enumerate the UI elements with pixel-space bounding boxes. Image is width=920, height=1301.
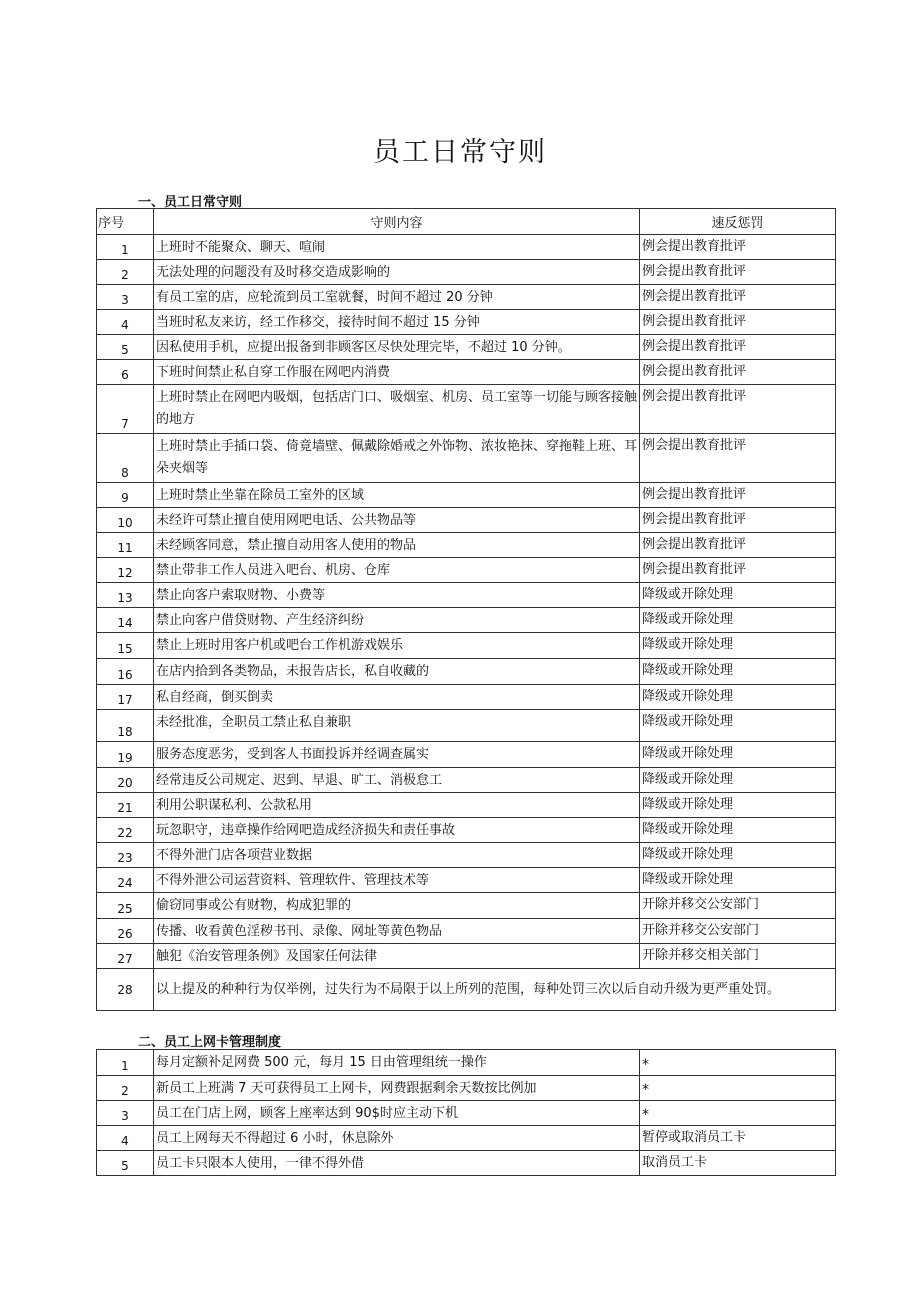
table-row xyxy=(97,260,836,285)
row-number: 18 xyxy=(97,710,154,742)
rule-penalty: 降级或开除处理 xyxy=(640,768,836,793)
table-row xyxy=(97,685,836,710)
rule-content: 传播、收看黄色淫秽书刊、录像、网址等黄色物品 xyxy=(154,919,640,944)
rule-content: 偷窃同事或公有财物，构成犯罪的 xyxy=(154,893,640,919)
rule-penalty: 例会提出教育批评 xyxy=(640,235,836,260)
rule-penalty: 例会提出教育批评 xyxy=(640,385,836,434)
rule-content: 禁止向客户索取财物、小费等 xyxy=(154,583,640,608)
table-row xyxy=(97,768,836,793)
rule-content: 无法处理的问题没有及时移交造成影响的 xyxy=(154,260,640,285)
row-number: 5 xyxy=(97,1151,154,1176)
rule-penalty: 降级或开除处理 xyxy=(640,685,836,710)
section-1-heading: 一、员工日常守则 xyxy=(138,195,243,210)
row-number: 27 xyxy=(97,944,154,969)
rule-penalty: 降级或开除处理 xyxy=(640,608,836,633)
rule-content: 禁止上班时用客户机或吧台工作机游戏娱乐 xyxy=(154,633,640,659)
table-row xyxy=(97,1076,836,1101)
rule-penalty: 取消员工卡 xyxy=(640,1151,836,1176)
rule-penalty: 降级或开除处理 xyxy=(640,868,836,893)
table-row xyxy=(97,310,836,335)
row-number: 11 xyxy=(97,533,154,558)
table-row xyxy=(97,608,836,633)
rule-content: 因私使用手机，应提出报备到非顾客区尽快处理完毕，不超过 10 分钟。 xyxy=(154,335,640,360)
row-number: 24 xyxy=(97,868,154,893)
table-row xyxy=(97,360,836,385)
table-row xyxy=(97,633,836,659)
rule-content: 上班时禁止坐靠在除员工室外的区域 xyxy=(154,483,640,508)
header-content: 守则内容 xyxy=(154,209,640,235)
rule-content: 下班时间禁止私自穿工作服在网吧内消费 xyxy=(154,360,640,385)
section-2-heading: 二、员工上网卡管理制度 xyxy=(138,1035,282,1050)
row-number: 3 xyxy=(97,285,154,310)
table-row xyxy=(97,843,836,868)
table-row xyxy=(97,868,836,893)
rule-penalty: 例会提出教育批评 xyxy=(640,260,836,285)
row-number: 1 xyxy=(97,1050,154,1076)
rules-table xyxy=(96,208,836,1011)
table-row xyxy=(97,710,836,742)
row-number: 2 xyxy=(97,260,154,285)
header-penalty: 速反惩罚 xyxy=(640,209,836,235)
rule-content: 经常违反公司规定、迟到、早退、旷工、消极怠工 xyxy=(154,768,640,793)
rule-penalty: 例会提出教育批评 xyxy=(640,335,836,360)
rule-content: 不得外泄公司运营资料、管理软件、管理技术等 xyxy=(154,868,640,893)
row-number: 14 xyxy=(97,608,154,633)
rule-content: 服务态度恶劣，受到客人书面投诉并经调查属实 xyxy=(154,742,640,768)
rule-penalty: 降级或开除处理 xyxy=(640,843,836,868)
rule-penalty: 例会提出教育批评 xyxy=(640,360,836,385)
rule-penalty: * xyxy=(640,1050,836,1076)
table-row xyxy=(97,533,836,558)
rule-penalty: 降级或开除处理 xyxy=(640,793,836,818)
rule-content: 员工卡只限本人使用，一律不得外借 xyxy=(154,1151,640,1176)
table-row xyxy=(97,335,836,360)
table-row xyxy=(97,583,836,608)
rule-content: 未经许可禁止擅自使用网吧电话、公共物品等 xyxy=(154,508,640,533)
rule-penalty: 例会提出教育批评 xyxy=(640,533,836,558)
row-number: 13 xyxy=(97,583,154,608)
rule-content: 以上提及的种种行为仅举例，过失行为不局限于以上所列的范围，每种处罚三次以后自动升级为更严重处罚。 xyxy=(154,969,836,1011)
row-number: 2 xyxy=(97,1076,154,1101)
table-row xyxy=(97,893,836,919)
rule-penalty: 例会提出教育批评 xyxy=(640,508,836,533)
rule-penalty: 例会提出教育批评 xyxy=(640,285,836,310)
row-number: 23 xyxy=(97,843,154,868)
table-header-row xyxy=(97,209,836,235)
row-number: 9 xyxy=(97,483,154,508)
rule-penalty: 例会提出教育批评 xyxy=(640,558,836,583)
row-number: 20 xyxy=(97,768,154,793)
rule-penalty: 开除并移交公安部门 xyxy=(640,919,836,944)
rule-content: 每月定额补足网费 500 元，每月 15 日由管理组统一操作 xyxy=(154,1050,640,1076)
row-number: 26 xyxy=(97,919,154,944)
row-number: 7 xyxy=(97,385,154,434)
row-number: 3 xyxy=(97,1101,154,1126)
rule-penalty: 降级或开除处理 xyxy=(640,583,836,608)
row-number: 12 xyxy=(97,558,154,583)
rule-penalty: 暂停或取消员工卡 xyxy=(640,1126,836,1151)
rule-penalty: 例会提出教育批评 xyxy=(640,310,836,335)
header-seq: 序号 xyxy=(97,209,154,235)
rule-penalty: 开除并移交相关部门 xyxy=(640,944,836,969)
table-row xyxy=(97,1151,836,1176)
row-number: 17 xyxy=(97,685,154,710)
rule-content: 利用公职谋私利、公款私用 xyxy=(154,793,640,818)
rule-content: 不得外泄门店各项营业数据 xyxy=(154,843,640,868)
rule-content: 禁止带非工作人员进入吧台、机房、仓库 xyxy=(154,558,640,583)
rule-content: 上班时禁止手插口袋、倚竟墙壁、佩戴除婚戒之外饰物、浓妆艳抹、穿拖鞋上班、耳朵夹烟等 xyxy=(154,434,640,483)
rule-penalty: 降级或开除处理 xyxy=(640,818,836,843)
row-number: 25 xyxy=(97,893,154,919)
table-row xyxy=(97,969,836,1011)
rule-content: 未经批准，全职员工禁止私自兼职 xyxy=(154,710,640,742)
row-number: 10 xyxy=(97,508,154,533)
row-number: 15 xyxy=(97,633,154,659)
rule-content: 当班时私友来访，经工作移交，接待时间不超过 15 分钟 xyxy=(154,310,640,335)
row-number: 8 xyxy=(97,434,154,483)
rule-penalty: 开除并移交公安部门 xyxy=(640,893,836,919)
rule-penalty: 降级或开除处理 xyxy=(640,659,836,685)
row-number: 6 xyxy=(97,360,154,385)
page-title: 员工日常守则 xyxy=(373,137,547,168)
table-row xyxy=(97,483,836,508)
rule-penalty: 例会提出教育批评 xyxy=(640,483,836,508)
rule-content: 禁止向客户借贷财物、产生经济纠纷 xyxy=(154,608,640,633)
table-row xyxy=(97,558,836,583)
table-row xyxy=(97,1126,836,1151)
table-row xyxy=(97,285,836,310)
rule-content: 上班时不能聚众、聊天、喧闹 xyxy=(154,235,640,260)
rule-penalty: 例会提出教育批评 xyxy=(640,434,836,483)
rule-content: 私自经商，倒买倒卖 xyxy=(154,685,640,710)
table-row xyxy=(97,235,836,260)
card-rules-table xyxy=(96,1049,836,1176)
row-number: 22 xyxy=(97,818,154,843)
table-row xyxy=(97,919,836,944)
table-row xyxy=(97,659,836,685)
row-number: 4 xyxy=(97,1126,154,1151)
row-number: 1 xyxy=(97,235,154,260)
rule-penalty: 降级或开除处理 xyxy=(640,633,836,659)
rule-content: 新员工上班满 7 天可获得员工上网卡，网费跟据剩余天数按比例加 xyxy=(154,1076,640,1101)
rule-content: 上班时禁止在网吧内吸烟，包括店门口、吸烟室、机房、员工室等一切能与顾客接触的地方 xyxy=(154,385,640,434)
row-number: 4 xyxy=(97,310,154,335)
rule-penalty: 降级或开除处理 xyxy=(640,742,836,768)
table-row xyxy=(97,818,836,843)
table-row xyxy=(97,742,836,768)
rule-content: 玩忽职守，违章操作给网吧造成经济损失和责任事故 xyxy=(154,818,640,843)
table-row xyxy=(97,793,836,818)
rule-content: 员工在门店上网，顾客上座率达到 90$时应主动下机 xyxy=(154,1101,640,1126)
table-row xyxy=(97,508,836,533)
rule-penalty: * xyxy=(640,1101,836,1126)
row-number: 16 xyxy=(97,659,154,685)
rule-penalty: * xyxy=(640,1076,836,1101)
rule-content: 触犯《治安管理条例》及国家任何法律 xyxy=(154,944,640,969)
table-row xyxy=(97,385,836,434)
rule-penalty: 降级或开除处理 xyxy=(640,710,836,742)
row-number: 21 xyxy=(97,793,154,818)
table-row xyxy=(97,944,836,969)
row-number: 19 xyxy=(97,742,154,768)
table-row xyxy=(97,1101,836,1126)
row-number: 28 xyxy=(97,969,154,1011)
rule-content: 员工上网每天不得超过 6 小时，休息除外 xyxy=(154,1126,640,1151)
table-row xyxy=(97,1050,836,1076)
rule-content: 未经顾客同意，禁止擅自动用客人使用的物品 xyxy=(154,533,640,558)
row-number: 5 xyxy=(97,335,154,360)
rule-content: 有员工室的店，应轮流到员工室就餐，时间不超过 20 分钟 xyxy=(154,285,640,310)
rule-content: 在店内拾到各类物品，未报告店长，私自收藏的 xyxy=(154,659,640,685)
table-row xyxy=(97,434,836,483)
